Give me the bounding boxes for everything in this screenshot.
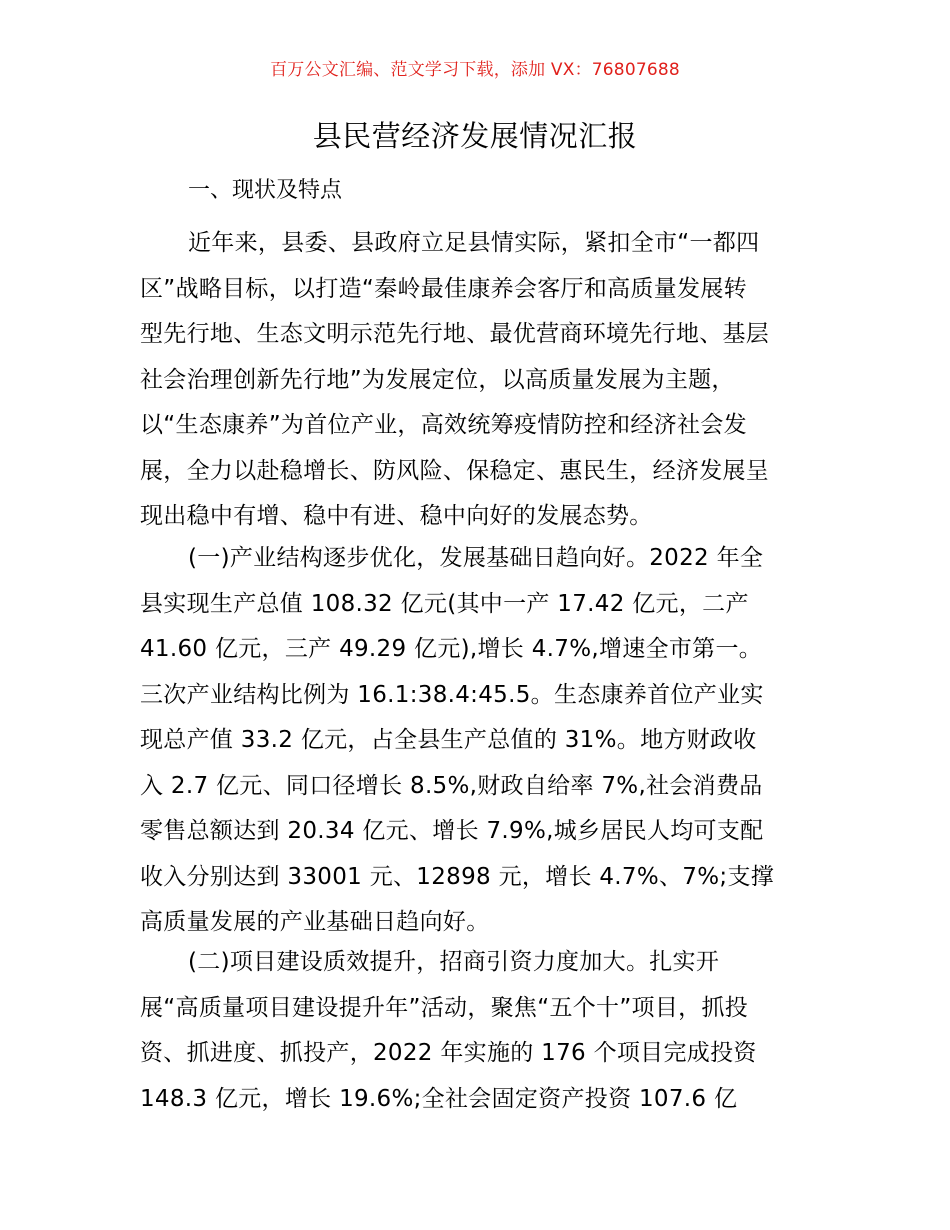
paragraph-intro: [140, 221, 815, 540]
text-line: 社会治理创新先行地”为发展定位，以高质量发展为主题，: [140, 366, 735, 393]
text-line: 148.3 亿元，增长 19.6%;全社会固定资产投资 107.6 亿: [140, 1085, 738, 1112]
text-line: 型先行地、生态文明示范先行地、最优营商环境先行地、基层: [140, 321, 770, 347]
watermark-banner: 百万公文汇编、范文学习下载，添加 VX：76807688: [270, 60, 680, 80]
text-line: 区”战略目标，以打造“秦岭最佳康养会客厅和高质量发展转: [140, 275, 747, 302]
text-line: 近年来，县委、县政府立足县情实际，紧扣全市“一都四: [188, 230, 760, 256]
section-heading: 一、现状及特点: [188, 178, 343, 203]
text-line: (一)产业结构逐步优化，发展基础日趋向好。2022 年全: [188, 545, 764, 571]
text-line: 高质量发展的产业基础日趋向好。: [140, 909, 490, 935]
text-line: (二)项目建设质效提升，招商引资力度加大。扎实开: [188, 949, 720, 975]
text-line: 展“高质量项目建设提升年”活动，聚焦“五个十”项目，抓投: [140, 994, 749, 1021]
paragraph-project-construction: [140, 940, 815, 1122]
text-line: 入 2.7 亿元、同口径增长 8.5%,财政自给率 7%,社会消费品: [140, 772, 763, 799]
text-line: 资、抓进度、抓投产，2022 年实施的 176 个项目完成投资: [140, 1040, 757, 1066]
text-line: 县实现生产总值 108.32 亿元(其中一产 17.42 亿元，二产: [140, 590, 749, 617]
text-line: 41.60 亿元，三产 49.29 亿元),增长 4.7%,增速全市第一。: [140, 636, 763, 662]
text-line: 以“生态康养”为首位产业，高效统筹疫情防控和经济社会发: [140, 412, 747, 438]
page-title: 县民营经济发展情况汇报: [312, 119, 638, 153]
paragraph-industry-structure: [140, 536, 815, 946]
text-line: 收入分别达到 33001 元、12898 元，增长 4.7%、7%;支撑: [140, 863, 775, 890]
text-line: 展，全力以赴稳增长、防风险、保稳定、惠民生，经济发展呈: [140, 457, 770, 484]
text-line: 现总产值 33.2 亿元，占全县生产总值的 31%。地方财政收: [140, 727, 757, 753]
text-line: 三次产业结构比例为 16.1:38.4:45.5。生态康养首位产业实: [140, 681, 764, 708]
text-line: 零售总额达到 20.34 亿元、增长 7.9%,城乡居民人均可支配: [140, 818, 764, 844]
text-line: 现出稳中有增、稳中有进、稳中向好的发展态势。: [140, 503, 653, 529]
